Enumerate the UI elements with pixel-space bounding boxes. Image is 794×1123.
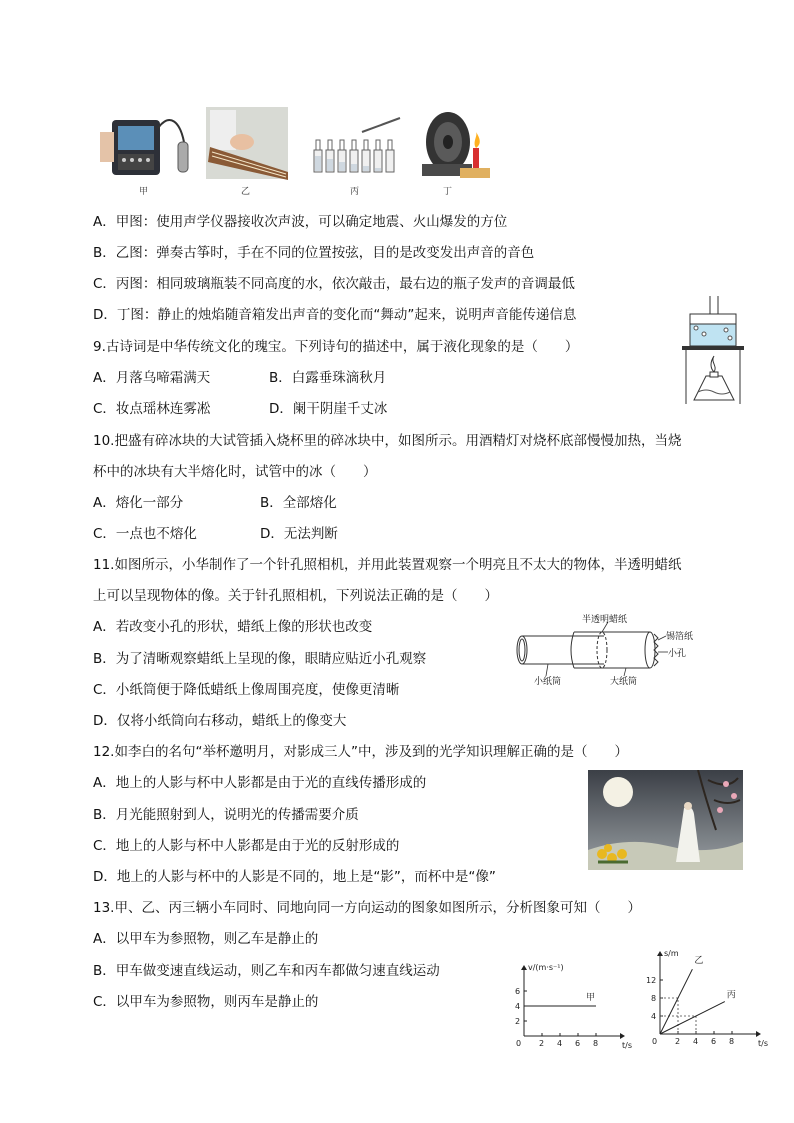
x-tick-label: 8 [729, 1037, 735, 1046]
q12-stem: 12.如李白的名句“举杯邀明月，对影成三人”中，涉及到的光学知识理解正确的是（ ） [93, 744, 628, 760]
y-tick-label: 6 [515, 987, 521, 996]
x-tick-label: 2 [675, 1037, 681, 1046]
glass-bottles-image [314, 118, 400, 172]
q10-stem-line-2: 杯中的冰块有大半熔化时，试管中的冰（ ） [93, 464, 377, 480]
series-label: 甲 [586, 993, 596, 1003]
q13-option-b: B．甲车做变速直线运动，则乙车和丙车都做匀速直线运动 [93, 963, 440, 979]
x-tick-label: 0 [516, 1039, 522, 1048]
x-tick-label: 0 [652, 1037, 658, 1046]
q9-stem: 9.古诗词是中华传统文化的瑰宝。下列诗句的描述中，属于液化现象的是（ ） [93, 339, 579, 355]
q9-option-d: D．阑干阴崖千丈冰 [269, 401, 388, 417]
acoustic-instrument-image [100, 120, 188, 175]
q8-option-b: B．乙图：弹奏古筝时，手在不同的位置按弦，目的是改变发出声音的音色 [93, 245, 535, 261]
q12-option-a: A．地上的人影与杯中人影都是由于光的直线传播形成的 [93, 775, 427, 791]
y-tick-label: 8 [651, 994, 657, 1003]
speaker-candle-image [422, 112, 490, 178]
q8-option-c: C．丙图：相同玻璃瓶装不同高度的水，依次敲击，最右边的瓶子发声的音调最低 [93, 276, 575, 292]
series-line [660, 969, 692, 1034]
sound-figures [100, 102, 500, 197]
y-tick-label: 12 [646, 976, 657, 985]
y-axis-arrow [657, 951, 663, 956]
q11-option-b: B．为了清晰观察蜡纸上呈现的像，眼睛应贴近小孔观察 [93, 651, 427, 667]
velocity-time-chart [500, 948, 640, 1054]
label-pinhole: 小孔 [668, 649, 687, 659]
q12-option-b: B．月光能照射到人，说明光的传播需要介质 [93, 807, 359, 823]
x-tick-label: 4 [693, 1037, 699, 1046]
caption-ding: 丁 [443, 187, 453, 197]
label-foil: 锡箔纸 [666, 632, 694, 642]
q10-option-c: C．一点也不熔化 [93, 526, 197, 542]
x-axis-label: t/s [622, 1041, 632, 1050]
q10-option-b: B．全部熔化 [260, 495, 337, 511]
x-tick-label: 6 [575, 1039, 581, 1048]
q9-option-a: A．月落乌啼霜满天 [93, 370, 211, 386]
q13-option-a: A．以甲车为参照物，则乙车是静止的 [93, 931, 319, 947]
y-axis-arrow [521, 965, 527, 970]
moon-painting-image [588, 770, 743, 870]
q10-option-d: D．无法判断 [260, 526, 338, 542]
x-tick-label: 4 [557, 1039, 563, 1048]
pinhole-camera-figure [512, 612, 712, 694]
caption-jia: 甲 [139, 187, 149, 197]
label-small-tube: 小纸筒 [534, 677, 562, 687]
guzheng-image [206, 107, 288, 180]
label-big-tube: 大纸筒 [610, 677, 638, 687]
q12-option-c: C．地上的人影与杯中人影都是由于光的反射形成的 [93, 838, 400, 854]
q9-option-b: B．白露垂珠滴秋月 [269, 370, 387, 386]
y-axis-label: s/m [664, 949, 679, 958]
q11-option-d: D．仅将小纸筒向右移动，蜡纸上的像变大 [93, 713, 347, 729]
q8-option-d: D．丁图：静止的烛焰随音箱发出声音的变化而“舞动”起来，说明声音能传递信息 [93, 307, 577, 323]
x-tick-label: 6 [711, 1037, 717, 1046]
y-tick-label: 2 [515, 1017, 521, 1026]
q10-stem-line-1: 10.把盛有碎冰块的大试管插入烧杯里的碎冰块中，如图所示。用酒精灯对烧杯底部慢慢加热，当烧 [93, 433, 682, 449]
x-axis-arrow [756, 1031, 761, 1037]
series-label: 丙 [726, 990, 736, 1001]
q10-option-a: A．熔化一部分 [93, 495, 184, 511]
y-tick-label: 4 [515, 1002, 521, 1011]
series-line [660, 1002, 725, 1034]
x-tick-label: 8 [593, 1039, 599, 1048]
q11-option-a: A．若改变小孔的形状，蜡纸上像的形状也改变 [93, 619, 373, 635]
caption-yi: 乙 [241, 187, 251, 197]
caption-bing: 丙 [350, 187, 360, 197]
q12-option-d: D．地上的人影与杯中的人影是不同的，地上是“影”，而杯中是“像” [93, 869, 496, 885]
q8-option-a: A．甲图：使用声学仪器接收次声波，可以确定地震、火山爆发的方位 [93, 214, 508, 230]
q11-stem-line-1: 11.如图所示，小华制作了一个针孔照相机，并用此装置观察一个明亮且不太大的物体，半透明蜡纸 [93, 557, 682, 573]
x-tick-label: 2 [539, 1039, 545, 1048]
y-axis-label: v/(m·s⁻¹) [528, 963, 564, 972]
x-axis-label: t/s [758, 1039, 768, 1048]
q13-option-c: C．以甲车为参照物，则丙车是静止的 [93, 994, 319, 1010]
q9-option-c: C．妆点瑶林连雾凇 [93, 401, 211, 417]
distance-time-chart [640, 944, 770, 1054]
q11-stem-line-2: 上可以呈现物体的像。关于针孔照相机，下列说法正确的是（ ） [93, 588, 498, 604]
y-tick-label: 4 [651, 1012, 657, 1021]
x-axis-arrow [620, 1033, 625, 1039]
series-label: 乙 [694, 956, 704, 967]
q13-stem: 13.甲、乙、丙三辆小车同时、同地向同一方向运动的图象如图所示，分析图象可知（ ） [93, 900, 641, 916]
beaker-test-tube-figure [680, 290, 750, 412]
label-wax-paper: 半透明蜡纸 [582, 615, 628, 625]
q11-option-c: C．小纸筒便于降低蜡纸上像周围亮度，使像更清晰 [93, 682, 400, 698]
